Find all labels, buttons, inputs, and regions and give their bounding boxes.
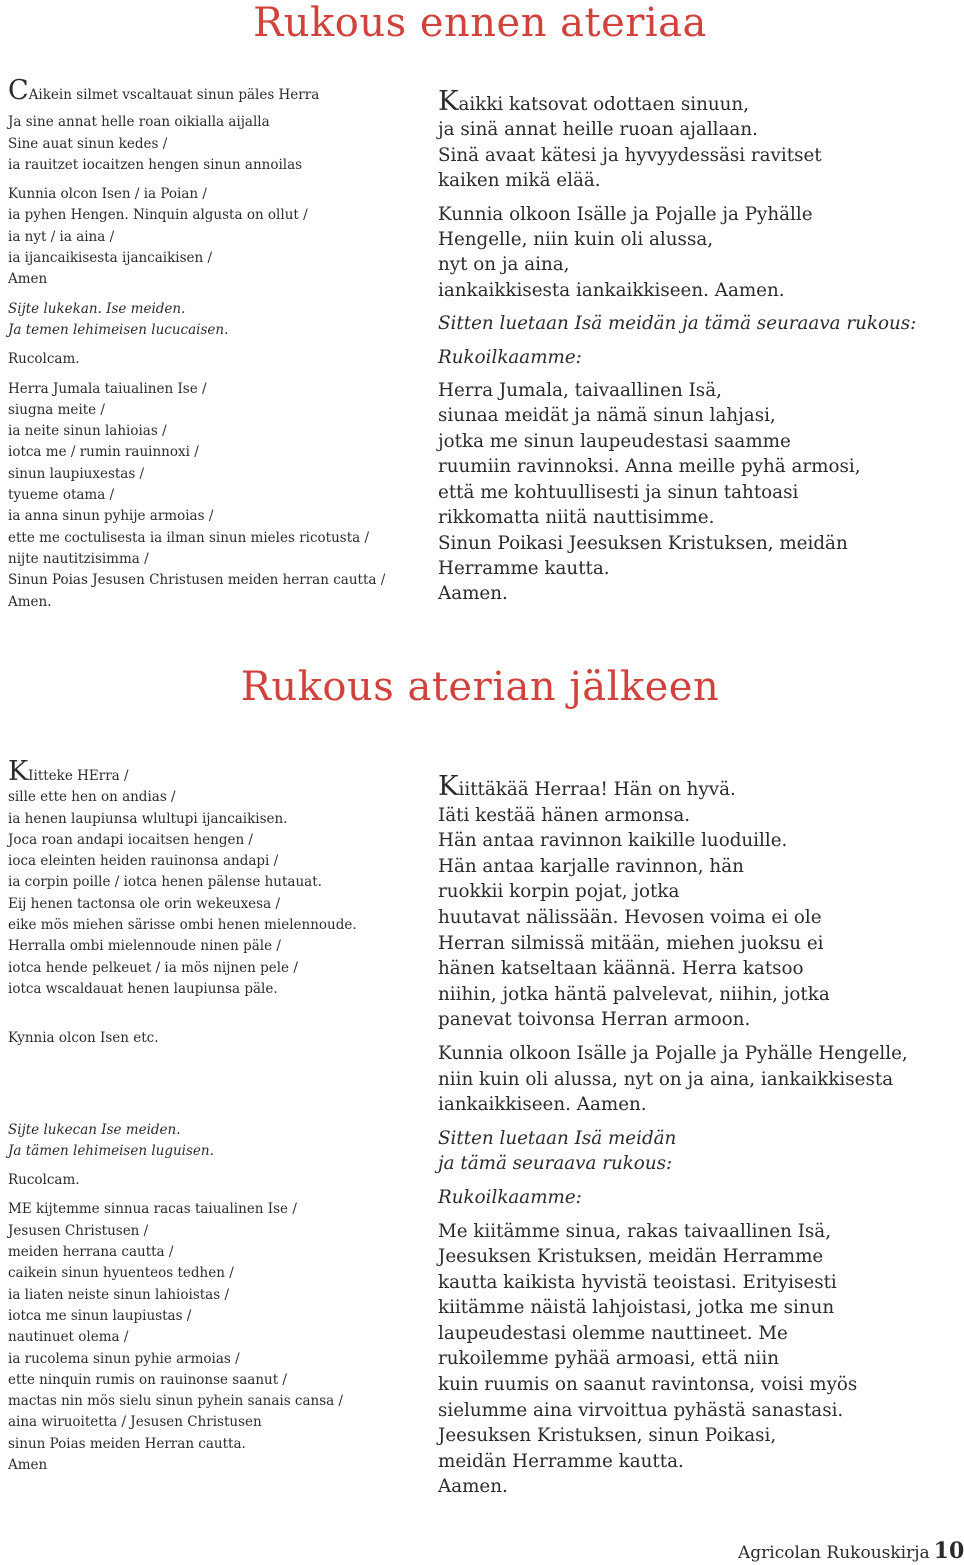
text-line: ia anna sinun pyhije armoias /: [8, 508, 214, 525]
text-line: iotca me / rumin rauinnoxi /: [8, 444, 199, 461]
text-line: iankaikkiseen. Aamen.: [438, 1094, 647, 1116]
text-line: ette ninquin rumis on rauinonse saanut /: [8, 1371, 287, 1388]
text-line: caikein sinun hyuenteos tedhen /: [8, 1265, 234, 1282]
text-line: Aamen.: [438, 1476, 508, 1498]
text-line: ruokkii korpin pojat, jotka: [438, 881, 680, 903]
paragraph: [438, 202, 958, 304]
title-before-meal: Rukous ennen ateriaa: [253, 0, 707, 46]
paragraph: [438, 117, 958, 193]
text-line: Sinä avaat kätesi ja hyvyydessäsi ravitset: [438, 144, 822, 166]
text-line: ia neite sinun lahioias /: [8, 423, 167, 440]
text-line: ruumiin ravinnoksi. Anna meille pyhä armosi,: [438, 456, 861, 478]
text-line: Hengelle, niin kuin oli alussa,: [438, 229, 714, 251]
paragraph: [8, 112, 408, 176]
text-line: iotca hende pelkeuet / ia mös nijnen pele /: [8, 959, 298, 976]
text-line: Sijte lukekan. Ise meiden.: [8, 300, 186, 317]
drop-cap: K: [8, 756, 29, 787]
text-line: iankaikkisesta iankaikkiseen. Aamen.: [438, 279, 785, 301]
text-line: aina wiruoitetta / Jesusen Christusen: [8, 1414, 262, 1431]
text-line: Kunnia olcon Isen / ia Poian /: [8, 186, 207, 203]
text-line: Jesusen Christusen /: [8, 1222, 149, 1239]
text-line: Sinun Poias Jesusen Christusen meiden herran cautta /: [8, 572, 386, 589]
text-line: Kunnia olkoon Isälle ja Pojalle ja Pyhälle: [438, 203, 813, 225]
text-line: Herra Jumala taiualinen Ise /: [8, 380, 207, 397]
drop-cap: K: [438, 771, 459, 802]
text-line: kaiken mikä elää.: [438, 170, 601, 192]
text-line: Ja temen lehimeisen lucucaisen.: [8, 321, 229, 338]
text-line: ia pyhen Hengen. Ninquin algusta on ollut /: [8, 207, 308, 224]
text-line: että me kohtuullisesti ja sinun tahtoasi: [438, 481, 799, 503]
text-line: Ja tämen lehimeisen luguisen.: [8, 1142, 214, 1159]
kunnia-line: Kynnia olcon Isen etc.: [8, 1030, 159, 1047]
instruction: Sitten luetaan Isä meidän ja tämä seuraava rukous:: [438, 313, 917, 335]
text-line: ja sinä annat heille ruoan ajallaan.: [438, 119, 758, 141]
text-line: meidän Herramme kautta.: [438, 1450, 684, 1472]
text-line: iittäkää Herraa! Hän on hyvä.: [458, 779, 736, 800]
text-line: rikkomatta niitä nauttisimme.: [438, 507, 715, 529]
section2-old-text: [8, 756, 408, 1476]
text-line: panevat toivonsa Herran armoon.: [438, 1009, 751, 1031]
text-line: hänen katseltaan käännä. Herra katsoo: [438, 958, 804, 980]
text-line: Herralla ombi mielennoude ninen päle /: [8, 938, 281, 955]
text-line: ia corpin poille / iotca henen pälense hutauat.: [8, 874, 322, 891]
paragraph: [438, 1219, 958, 1501]
text-line: Sinun Poikasi Jeesuksen Kristuksen, meidän: [438, 532, 848, 554]
text-line: Iäti kestää hänen armonsa.: [438, 804, 691, 826]
text-line: nautinuet olema /: [8, 1329, 129, 1346]
text-line: Hän antaa ravinnon kaikille luoduille.: [438, 830, 788, 852]
text-line: Amen: [8, 271, 48, 288]
text-line: Jeesuksen Kristuksen, meidän Herramme: [438, 1246, 824, 1268]
text-line: Sitten luetaan Isä meidän: [438, 1127, 677, 1149]
text-line: ia rauitzet iocaitzen hengen sinun annoilas: [8, 156, 303, 173]
text-line: Herra Jumala, taivaallinen Isä,: [438, 380, 722, 402]
text-line: siugna meite /: [8, 401, 105, 418]
text-line: kiitämme näistä lahjoistasi, jotka me sinun: [438, 1297, 835, 1319]
text-line: tyueme otama /: [8, 487, 115, 504]
text-line: nyt on ja aina,: [438, 254, 570, 276]
text-line: Herramme kautta.: [438, 557, 610, 579]
rukoilkaamme-label: Rukoilkaamme:: [438, 1186, 582, 1208]
paragraph: [8, 379, 408, 613]
text-line: niihin, jotka häntä palvelevat, niihin, jotka: [438, 983, 830, 1005]
text-line: Aamen.: [438, 583, 508, 605]
text-line: rukoilemme pyhää armoasi, että niin: [438, 1348, 780, 1370]
text-line: Kunnia olkoon Isälle ja Pojalle ja Pyhälle Hengelle,: [438, 1042, 908, 1064]
rucolcam-label: Rucolcam.: [8, 351, 80, 368]
paragraph: [8, 184, 408, 290]
text-line: Ja sine annat helle roan oikialla aijalla: [8, 114, 270, 131]
text-line: aikki katsovat odottaen sinuun,: [458, 94, 750, 115]
section2-modern-text: [438, 771, 958, 1500]
text-line: ia liaten neiste sinun lahioistas /: [8, 1286, 229, 1303]
section1-old-text: [8, 75, 408, 613]
text-line: nijte nautitzisimma /: [8, 550, 149, 567]
text-line: Eij henen tactonsa ole orin wekeuxesa /: [8, 895, 280, 912]
text-line: Hän antaa karjalle ravinnon, hän: [438, 855, 744, 877]
paragraph: [8, 299, 408, 342]
text-line: ette me coctulisesta ia ilman sinun mieles ricotusta /: [8, 529, 370, 546]
text-line: sinun laupiuxestas /: [8, 465, 145, 482]
paragraph: [8, 787, 408, 1000]
text-line: siunaa meidät ja nämä sinun lahjasi,: [438, 405, 776, 427]
paragraph: [8, 75, 408, 106]
text-line: Iitteke HErra /: [28, 768, 129, 784]
text-line: ia rucolema sinun pyhie armoias /: [8, 1350, 240, 1367]
title-after-meal: Rukous aterian jälkeen: [240, 664, 720, 710]
text-line: laupeudestasi olemme nauttineet. Me: [438, 1322, 788, 1344]
text-line: meiden herrana cautta /: [8, 1244, 174, 1261]
text-line: Me kiitämme sinua, rakas taivaallinen Isä,: [438, 1220, 832, 1242]
text-line: ia henen laupiunsa wlultupi ijancaikisen.: [8, 810, 288, 827]
paragraph: [438, 378, 958, 607]
text-line: Herran silmissä mitään, miehen juoksu ei: [438, 932, 824, 954]
book-title: Agricolan Rukouskirja: [738, 1543, 930, 1563]
paragraph: [438, 771, 958, 803]
text-line: ME kijtemme sinnua racas taiualinen Ise /: [8, 1201, 297, 1218]
paragraph: [438, 1126, 958, 1177]
text-line: sille ette hen on andias /: [8, 789, 176, 806]
text-line: iotca wscaldauat henen laupiunsa päle.: [8, 980, 278, 997]
text-line: ja tämä seuraava rukous:: [438, 1153, 673, 1175]
text-line: eike mös miehen särisse ombi henen mielennoude.: [8, 917, 357, 934]
text-line: Amen.: [8, 593, 52, 610]
paragraph: [438, 1041, 958, 1118]
text-line: Aikein silmet vscaltauat sinun päles Herra: [28, 87, 320, 103]
text-line: mactas nin mös sielu sinun pyhein sanais cansa /: [8, 1393, 344, 1410]
text-line: ia nyt / ia aina /: [8, 228, 115, 245]
paragraph: [8, 756, 408, 787]
paragraph: [438, 86, 958, 117]
paragraph: [8, 1120, 408, 1163]
text-line: kautta kaikista hyvistä teoistasi. Erityisesti: [438, 1271, 837, 1293]
text-line: iotca me sinun laupiustas /: [8, 1307, 192, 1324]
rucolcam-label: Rucolcam.: [8, 1172, 80, 1189]
text-line: sielumme aina virvoittua pyhästä sanastasi.: [438, 1399, 844, 1421]
text-line: sinun Poias meiden Herran cautta.: [8, 1435, 246, 1452]
drop-cap: K: [438, 86, 459, 117]
section1-modern-text: [438, 86, 958, 607]
paragraph: [8, 1199, 408, 1476]
rukoilkaamme-label: Rukoilkaamme:: [438, 346, 582, 368]
page-number: 10: [933, 1538, 964, 1564]
text-line: niin kuin oli alussa, nyt on ja aina, iankaikkisesta: [438, 1068, 894, 1090]
text-line: Amen: [8, 1457, 48, 1474]
text-line: Jeesuksen Kristuksen, sinun Poikasi,: [438, 1425, 777, 1447]
text-line: kuin ruumis on saanut ravintonsa, voisi myös: [438, 1374, 858, 1396]
text-line: Sijte lukecan Ise meiden.: [8, 1121, 181, 1138]
text-line: Joca roan andapi iocaitsen hengen /: [8, 831, 253, 848]
paragraph: [438, 803, 958, 1033]
text-line: Sine auat sinun kedes /: [8, 135, 168, 152]
text-line: ioca eleinten heiden rauinonsa andapi /: [8, 853, 279, 870]
text-line: jotka me sinun laupeudestasi saamme: [438, 430, 791, 452]
page-footer: [738, 1538, 964, 1564]
drop-cap: C: [8, 75, 29, 106]
text-line: ia ijancaikisesta ijancaikisen /: [8, 250, 213, 267]
text-line: huutavat nälissään. Hevosen voima ei ole: [438, 906, 822, 928]
